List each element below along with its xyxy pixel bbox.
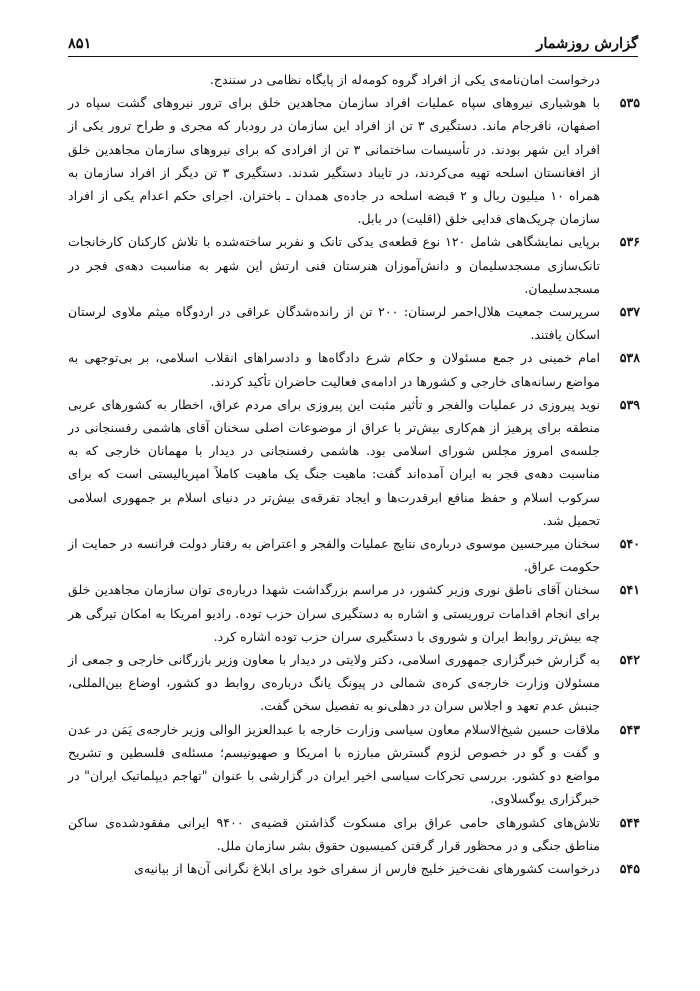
- entry-number: ۵۳۷: [619, 304, 640, 320]
- entry-text: سرپرست جمعیت هلال‌احمر لرستان: ۲۰۰ تن از رانده‌شدگان عراقی در اردوگاه میثم ملاوی لرستان اسکان یافتند.: [68, 304, 600, 343]
- continued-paragraph: درخواست امان‌نامه‌ی یکی از افراد گروه کومه‌له از پایگاه نظامی در سنندج.: [209, 72, 600, 87]
- entry-542: [68, 648, 640, 718]
- entry-number: ۵۴۵: [619, 860, 640, 876]
- entry-539: [68, 393, 640, 532]
- entry-number: ۵۳۶: [619, 234, 640, 250]
- page-number: ۸۵۱: [68, 35, 92, 52]
- running-title: گزارش روزشمار: [536, 35, 638, 52]
- entry-541: [68, 578, 640, 648]
- page-body: [68, 68, 640, 880]
- entry-537: [68, 300, 640, 346]
- entry-number: ۵۴۴: [619, 814, 640, 830]
- entry-text: با هوشیاری نیروهای سپاه عملیات افراد سازمان مجاهدین خلق برای ترور نیروهای گشت سپاه در اصفهان، نافرجام ماند. دستگیری ۳ تن از افراد این سازمان در رودبار که مجری و طراح ترور یکی از افراد این شهر بودند. در تأسیسات ساختمانی ۳ تن از افرادی که برای نیروهای سازمان مجاهدین خلق از افغانستان اسلحه تهیه می‌کردند، در تایباد دستگیر شدند. دستگیری ۳ تن دیگر از افراد سازمان به همراه ۱۰ میلیون ریال و ۲ قبضه اسلحه در جاده‌ی همدان ـ باختران. اجرای حکم اعدام یکی از افراد سازمان چریک‌های فدایی خلق (اقلیت) در بابل.: [68, 95, 601, 227]
- entry-text: تلاش‌های کشورهای حامی عراق برای مسکوت گذاشتن قضیه‌ی ۹۴۰۰ ایرانی مفقودشده‌ی ساکن مناطق جنگی و در محظور قرار گرفتن کمیسیون حقوق بشر سازمان ملل.: [68, 814, 600, 853]
- entry-number: ۵۴۰: [619, 536, 640, 552]
- page-header: [68, 27, 638, 57]
- entry-text: برپایی نمایشگاهی شامل ۱۲۰ نوع قطعه‌ی یدکی تانک و نفربر ساخته‌شده با تلاش کارکنان کارخانجات تانک‌سازی مسجدسلیمان و دانش‌آموزان هنرستان فنی ارتش این شهر به مناسبت دهه‌ی فجر در مسجدسلیمان.: [68, 234, 600, 296]
- entry-text: به گزارش خبرگزاری جمهوری اسلامی، دکتر ولایتی در دیدار با معاون وزیر بازرگانی خارجی و جمعی از مسئولان وزارت خارجه‌ی کره‌ی شمالی در پیونگ یانگ درباره‌ی روابط دو کشور، اوضاع بین‌المللی، جنبش عدم تعهد و اجلاس سران در دهلی‌نو به تفصیل سخن گفت.: [68, 652, 600, 714]
- entry-text: درخواست کشورهای نفت‌خیز خلیج فارس از سفرای خود برای ابلاغ نگرانی آن‌ها از بیانیه‌ی: [134, 860, 600, 876]
- entry-545: [68, 857, 640, 880]
- entry-544: [68, 811, 640, 857]
- entry-number: ۵۳۸: [619, 350, 640, 366]
- entry-text: سخنان میرحسین موسوی درباره‌ی نتایج عملیات والفجر و اعتراض به رفتار دولت فرانسه در حمایت از حکومت عراق.: [68, 536, 600, 575]
- entry-number: ۵۴۳: [619, 721, 640, 737]
- entry-text: ملاقات حسین شیخ‌الاسلام معاون سیاسی وزارت خارجه با عبدالعزیز الوالی وزیر خارجه‌ی یَمَن در عدن و گفت و گو در خصوص لزوم گسترش مبارزه با امریکا و صهیونیسم؛ مسئله‌ی فلسطین و تشریح مواضع دو کشور. بررسی تحرکات سیاسی اخیر ایران در گزارشی با عنوان "تهاجم دیپلماتیک ایران" در خبرگزاری یوگسلاوی.: [68, 721, 600, 807]
- entry-number: ۵۴۱: [619, 582, 640, 598]
- entry-543: [68, 718, 640, 811]
- entry-540: [68, 532, 640, 578]
- entry-number: ۵۴۲: [619, 652, 640, 668]
- entry-number: ۵۳۹: [619, 396, 640, 412]
- entry-text: امام خمینی در جمع مسئولان و حکام شرع دادگاه‌ها و دادسراهای انقلاب اسلامی، بر بی‌توجهی به مواضع رسانه‌های خارجی و کشورها در ادامه‌ی فعالیت حاضران تأکید کردند.: [68, 350, 600, 389]
- entry-text: نوید پیروزی در عملیات والفجر و تأثیر مثبت این پیروزی برای مردم عراق، اخطار به کشورهای عربی منطقه برای پرهیز از هم‌کاری بیش‌تر با عراق از موضوعات اصلی سخنان آقای هاشمی رفسنجانی در جلسه‌ی امروز مجلس شورای اسلامی بود. هاشمی رفسنجانی در دیدار با مهمانان خارجی که به مناسبت دهه‌ی فجر به ایران آمده‌اند گفت: ماهیت جنگ یک ماهیت کاملاً امپریالیستی است که برای سرکوب اسلام و حفظ منافع ابرقدرت‌ها و ایجاد تفرقه‌ی بیش‌تر در دنیای اسلام بر جمهوری اسلامی تحمیل شد.: [68, 396, 600, 528]
- entry-number: ۵۳۵: [619, 95, 640, 111]
- entry-535: [68, 91, 640, 230]
- entry-538: [68, 346, 640, 392]
- entry-text: سخنان آقای ناطق نوری وزیر کشور، در مراسم بزرگداشت شهدا درباره‌ی توان سازمان مجاهدین خلق برای انجام اقدامات تروریستی و اشاره به دستگیری سران حزب توده. رادیو امریکا به امکان تیرگی هر چه بیش‌تر روابط ایران و شوروی با دستگیری سران حزب توده اشاره کرد.: [68, 582, 600, 644]
- entry-536: [68, 230, 640, 300]
